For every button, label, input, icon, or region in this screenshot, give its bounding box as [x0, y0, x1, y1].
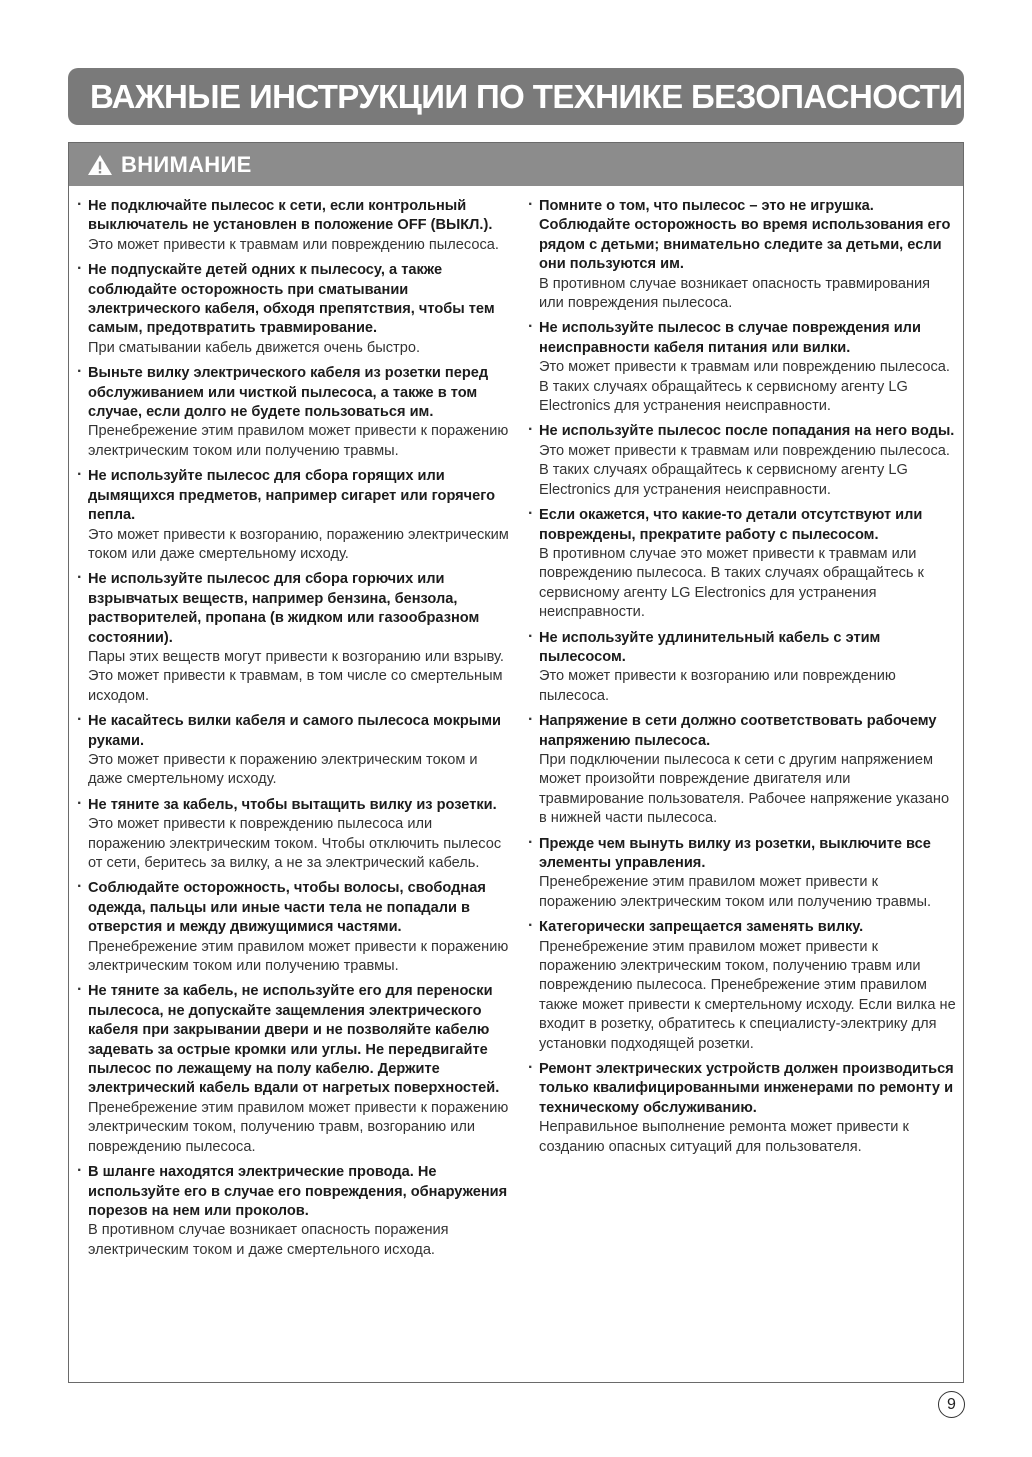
list-item [77, 879, 509, 976]
right-column [528, 197, 958, 1163]
item-title: · Соблюдайте осторожность, чтобы волосы, свободная одежда, пальцы или иные части тела не попадали в отверстия и между движущимися частями. [88, 880, 486, 936]
item-title: · Не используйте пылесос для сбора горючих или взрывчатых веществ, например бензина, бензола, растворителей, пропана (в жидком или газообразном состоянии). [88, 571, 480, 646]
page-title: ВАЖНЫЕ ИНСТРУКЦИИ ПО ТЕХНИКЕ БЕЗОПАСНОСТИ [90, 77, 963, 115]
list-item [77, 467, 509, 564]
item-title: · Напряжение в сети должно соответствовать рабочему напряжению пылесоса. [539, 713, 937, 749]
item-title: · Если окажется, что какие-то детали отсутствуют или повреждены, прекратите работу с пылесосом. [539, 507, 923, 543]
list-item [77, 796, 509, 874]
title-bar [68, 68, 964, 125]
item-title: · Не подпускайте детей одних к пылесосу, а также соблюдайте осторожность при сматывании электрического кабеля, обходя препятствия, чтобы тем самым, предотвратить травмирование. [88, 262, 495, 337]
item-text: Это может привести к повреждению пылесоса или поражению электрическим током. Чтобы отключить пылесос от сети, беритесь за вилку, а не за электрический кабель. [88, 816, 502, 871]
item-text: При подключении пылесоса к сети с другим напряжением может произойти повреждение двигателя или травмирование пользователя. Рабочее напряжение указано в нижней части пылесоса. [539, 751, 950, 827]
item-text: Это может привести к травмам или повреждению пылесоса. В таких случаях обращайтесь к сервисному агенту LG Electronics для устранения неисправности. [539, 442, 950, 498]
item-title: · Прежде чем вынуть вилку из розетки, выключите все элементы управления. [539, 835, 931, 871]
section-header [69, 143, 963, 186]
list-item [528, 1060, 958, 1157]
list-item [528, 712, 958, 828]
item-text: Это может привести к возгоранию или повреждению пылесоса. [539, 668, 896, 704]
item-title: · Не используйте удлинительный кабель с этим пылесосом. [539, 629, 881, 665]
list-item [77, 570, 509, 706]
list-item [528, 918, 958, 1054]
warning-triangle-icon [87, 153, 113, 177]
item-text: Пренебрежение этим правилом может привести к поражению электрическим током или получению травмы. [539, 874, 932, 910]
item-title: · Не используйте пылесос для сбора горящих или дымящихся предметов, например сигарет или горячего пепла. [88, 468, 496, 524]
list-item [77, 712, 509, 790]
item-title: · Ремонт электрических устройств должен производиться только квалифицированными инженерами по ремонту и техническому обслуживанию. [539, 1061, 954, 1116]
item-text: Пары этих веществ могут привести к возгоранию или взрыву. Это может привести к травмам, в том числе со смертельным исходом. [88, 648, 504, 704]
list-item [528, 197, 958, 313]
item-title: · Выньте вилку электрического кабеля из розетки перед обслуживанием или чисткой пылесоса, а также в том случае, если долго не будете пользоваться им. [88, 365, 489, 421]
item-text: Это может привести к поражению электрическим током и даже смертельному исходу. [88, 751, 478, 788]
item-text: Пренебрежение этим правилом может привести к поражению электрическим током или получению травмы. [88, 938, 509, 975]
item-title: · Не тяните за кабель, не используйте его для переноски пылесоса, не допускайте защемления электрического кабеля при закрывании двери и не позволяйте кабелю задевать за острые кромки или углы. Не передвигайте пылесос по лежащему на полу кабелю. Держите электрический кабель вдали от нагретых поверхностей. [88, 983, 500, 1097]
list-item [77, 261, 509, 358]
item-text: Неправильное выполнение ремонта может привести к созданию опасных ситуаций для пользователя. [539, 1119, 909, 1155]
list-item [528, 422, 958, 500]
item-text: В противном случае это может привести к травмам или повреждению пылесоса. В таких случаях обращайтесь к сервисному агенту LG Electronics для устранения неисправности. [539, 545, 924, 621]
list-item [528, 319, 958, 416]
item-title: · Категорически запрещается заменять вилку. [539, 919, 864, 936]
item-title: · Не тяните за кабель, чтобы вытащить вилку из розетки. [88, 796, 497, 813]
list-item [528, 506, 958, 622]
item-title: · В шланге находятся электрические провода. Не используйте его в случае его повреждения, обнаружения порезов на нем или проколов. [88, 1164, 508, 1219]
item-text: Это может привести к возгоранию, поражению электрическим током или даже смертельному исходу. [88, 526, 509, 562]
item-text: В противном случае возникает опасность травмирования или повреждения пылесоса. [539, 275, 931, 312]
item-text: Пренебрежение этим правилом может привести к поражению электрическим током, получению травм или повреждению пылесоса. Пренебрежение этим правилом также может привести к смертельному исходу. Если вилка не входит в розетку, обратитесь к специалисту-электрику для установки подходящей розетки. [539, 938, 956, 1052]
list-item [528, 835, 958, 913]
item-text: Пренебрежение этим правилом может привести к поражению электрическим током или получению травмы. [88, 423, 509, 459]
item-text: В противном случае возникает опасность поражения электрическим током и даже смертельного исхода. [88, 1222, 449, 1258]
page-number: 9 [938, 1391, 965, 1418]
list-item [77, 364, 509, 461]
item-text: Это может привести к травмам или повреждению пылесоса. [88, 236, 499, 253]
item-title: · Не используйте пылесос в случае повреждения или неисправности кабеля питания или вилки. [539, 320, 921, 356]
list-item [77, 1163, 509, 1260]
list-item [77, 197, 509, 255]
item-title: · Не подключайте пылесос к сети, если контрольный выключатель не установлен в положение OFF (ВЫКЛ.). [88, 198, 493, 234]
left-column [77, 197, 509, 1266]
item-title: · Не используйте пылесос после попадания на него воды. [539, 423, 955, 440]
item-text: Пренебрежение этим правилом может привести к поражению электрическим током, получению травм, возгоранию или повреждению пылесоса. [88, 1099, 509, 1155]
item-text: При сматывании кабель движется очень быстро. [88, 339, 420, 356]
item-text: Это может привести к травмам или повреждению пылесоса. В таких случаях обращайтесь к сервисному агенту LG Electronics для устранения неисправности. [539, 359, 950, 415]
item-title: · Помните о том, что пылесос – это не игрушка. Соблюдайте осторожность во время использования его рядом с детьми; внимательно следите за детьми, если они пользуются им. [539, 198, 951, 273]
item-title: · Не касайтесь вилки кабеля и самого пылесоса мокрыми руками. [88, 713, 502, 749]
list-item [77, 982, 509, 1157]
list-item [528, 629, 958, 707]
section-heading: ВНИМАНИЕ [121, 151, 252, 177]
warning-panel [68, 142, 964, 1383]
